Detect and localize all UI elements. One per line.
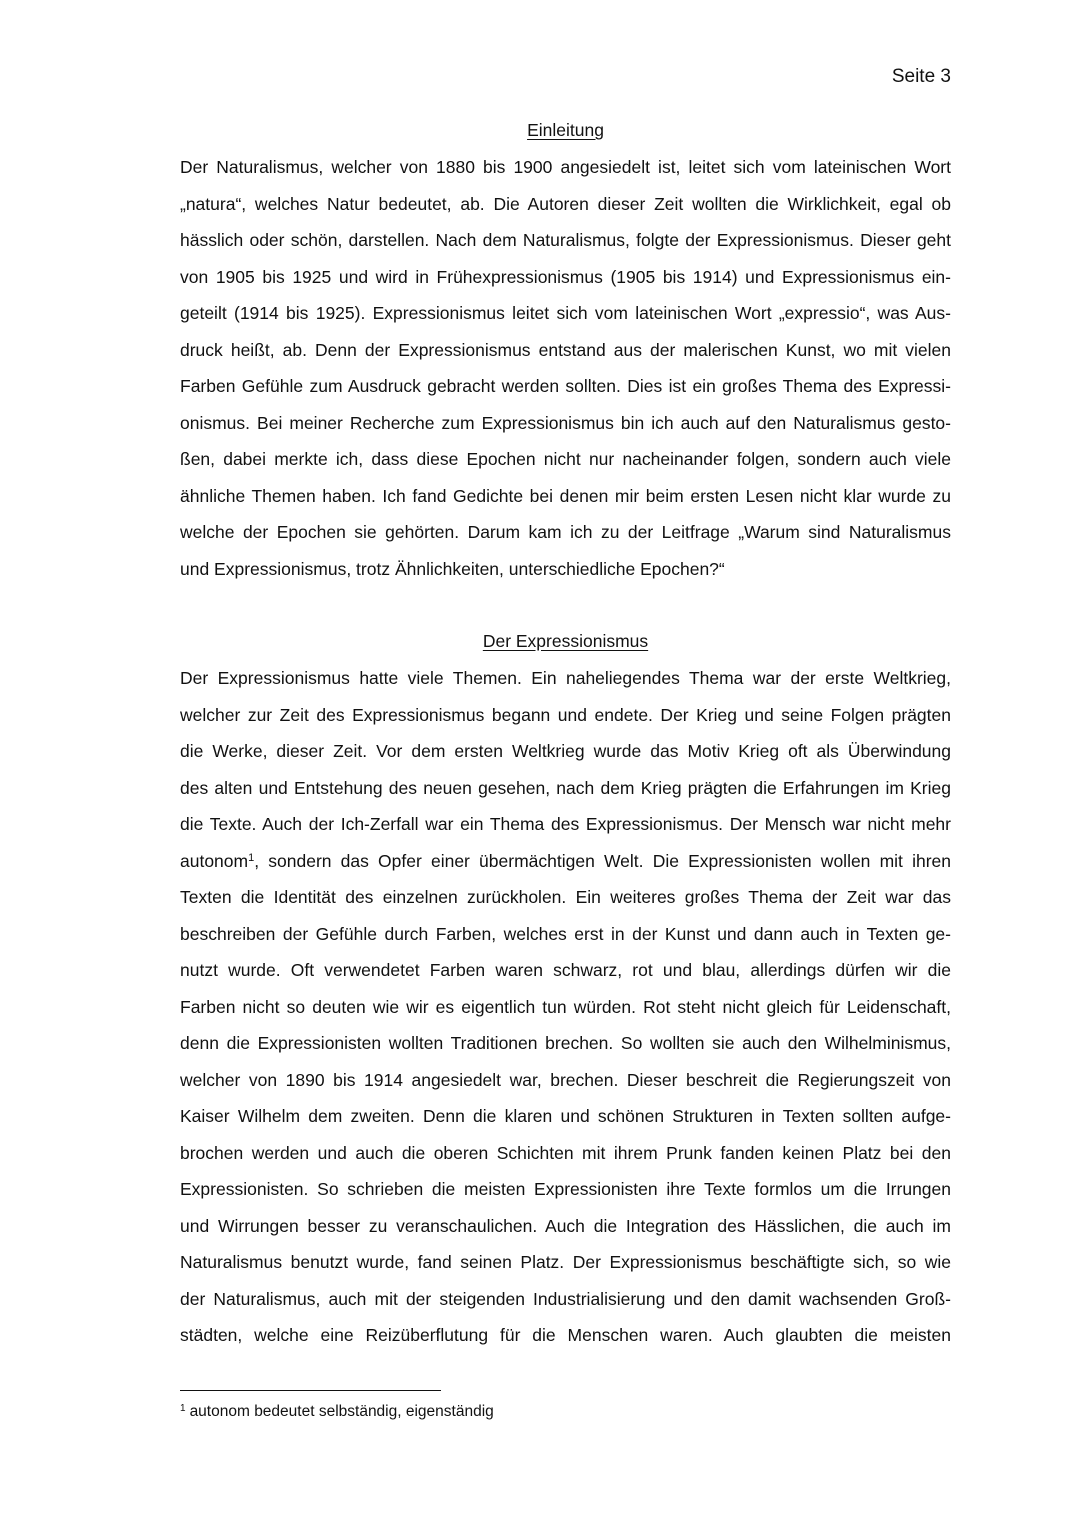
text-line: und Wirrungen besser zu veranschaulichen. Auch die Integration des Hässlichen, die auch im [180, 1215, 951, 1236]
heading-einleitung: Einleitung [527, 120, 604, 140]
text-line: welche der Epochen sie gehörten. Darum kam ich zu der Leitfrage „Warum sind Naturalismus [180, 522, 951, 542]
text-line: Der Naturalismus, welcher von 1880 bis 1900 angesiedelt ist, leitet sich vom lateinischen Wort [180, 157, 951, 177]
footnote [180, 1403, 494, 1421]
text-line-with-footnote [180, 843, 951, 880]
text-line: geteilt (1914 bis 1925). Expressionismus leitet sich vom lateinischen Wort „expressio“, was Aus- [180, 303, 951, 323]
text-line: ßen, dabei merkte ich, dass diese Epochen nicht nur nacheinander folgen, sondern auch viele [180, 449, 951, 469]
text-line: Kaiser Wilhelm dem zweiten. Denn die klaren und schönen Strukturen in Texten sollten aufge- [180, 1106, 951, 1126]
paragraph-einleitung [180, 149, 951, 587]
text-line: städten, welche eine Reizüberflutung für die Menschen waren. Auch glaubten die meisten [180, 1325, 951, 1345]
text-line: onismus. Bei meiner Recherche zum Expressionismus bin ich auch auf den Naturalismus gesto- [180, 412, 951, 433]
footnote-text: autonom bedeutet selbständig, eigenständig [189, 1403, 494, 1420]
text-line: Naturalismus benutzt wurde, fand seinen Platz. Der Expressionismus beschäftigte sich, so wie [180, 1252, 951, 1272]
text-line: Expressionisten. So schrieben die meisten Expressionisten ihre Texte formlos um die Irrungen [180, 1179, 951, 1199]
text-line: ähnliche Themen haben. Ich fand Gedichte bei denen mir beim ersten Lesen nicht klar wurde zu [180, 485, 951, 506]
text-line: von 1905 bis 1925 und wird in Frühexpressionismus (1905 bis 1914) und Expressionismus ein- [180, 266, 951, 287]
text-line: beschreiben der Gefühle durch Farben, welches erst in der Kunst und dann auch in Texten ge- [180, 923, 951, 944]
page-number: Seite 3 [891, 66, 951, 87]
text-line: Farben Gefühle zum Ausdruck gebracht werden sollten. Dies ist ein großes Thema des Expressi- [180, 376, 951, 396]
text-line: welcher zur Zeit des Expressionismus begann und endete. Der Krieg und seine Folgen prägten [180, 704, 951, 725]
text-line: Texten die Identität des einzelnen zurückholen. Ein weiteres großes Thema der Zeit war das [180, 887, 951, 907]
text-line: brochen werden und auch die oberen Schichten mit ihrem Prunk fanden keinen Platz bei den [180, 1142, 951, 1163]
text-line: nutzt wurde. Oft verwendetet Farben waren schwarz, rot und blau, allerdings dürfen wir die [180, 960, 951, 980]
paragraph-expressionismus [180, 660, 951, 1354]
text-line: und Expressionismus, trotz Ähnlichkeiten, unterschiedliche Epochen?“ [180, 558, 725, 579]
text-line: welcher von 1890 bis 1914 angesiedelt war, brechen. Dieser beschreit die Regierungszeit von [180, 1069, 951, 1090]
heading-der-expressionismus: Der Expressionismus [482, 631, 649, 651]
text-line: Der Expressionismus hatte viele Themen. Ein naheliegendes Thema war der erste Weltkrieg, [180, 668, 951, 688]
text-segment: autonom [180, 850, 249, 871]
text-line: denn die Expressionisten wollten Traditionen brechen. So wollten sie auch den Wilhelminismus, [180, 1033, 951, 1053]
text-line: die Texte. Auch der Ich-Zerfall war ein Thema des Expressionismus. Der Mensch war nicht mehr [180, 814, 951, 834]
footnote-marker: 1 [180, 1403, 186, 1414]
text-line: Farben nicht so deuten wie wir es eigentlich tun würden. Rot steht nicht gleich für Leidenschaft, [180, 996, 951, 1017]
text-line: des alten und Entstehung des neuen gesehen, nach dem Krieg prägten die Erfahrungen im Krieg [180, 777, 951, 798]
text-line: hässlich oder schön, darstellen. Nach dem Naturalismus, folgte der Expressionismus. Dieser geht [180, 230, 951, 250]
text-line: die Werke, dieser Zeit. Vor dem ersten Weltkrieg wurde das Motiv Krieg oft als Überwindung [180, 741, 951, 761]
text-line: der Naturalismus, auch mit der steigenden Industrialisierung und den damit wachsenden Groß- [180, 1288, 951, 1309]
text-line: „natura“, welches Natur bedeutet, ab. Die Autoren dieser Zeit wollten die Wirklichkeit, egal ob [180, 193, 951, 214]
text-line: druck heißt, ab. Denn der Expressionismus entstand aus der malerischen Kunst, wo mit vielen [180, 339, 951, 360]
footnote-reference: 1 [248, 851, 255, 864]
text-segment: , sondern das Opfer einer übermächtigen Welt. Die Expressionisten wollen mit ihren [254, 850, 951, 871]
footnote-separator [180, 1390, 441, 1391]
